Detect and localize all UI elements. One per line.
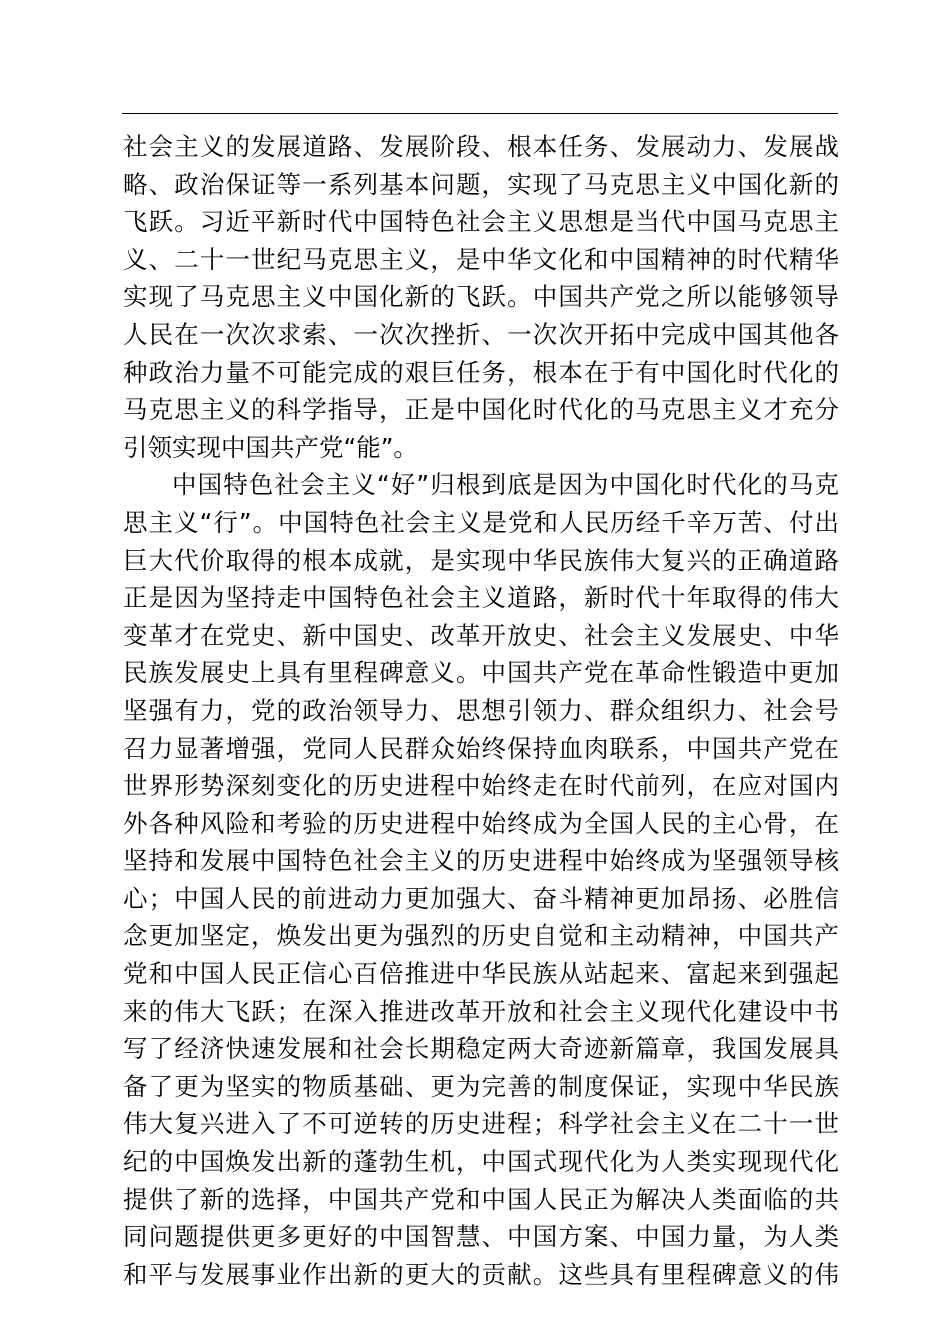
text-line: 社会主义的发展道路、发展阶段、根本任务、发展动力、发展战 [123,132,839,161]
text-line: 来的伟大飞跃；在深入推进改革开放和社会主义现代化建设中书 [123,996,839,1026]
text-line: 纪的中国焕发出新的蓬勃生机，中国式现代化为人类实现现代化 [123,1147,839,1177]
text-line: 义、二十一世纪马克思主义，是中华文化和中国精神的时代精华 [123,244,839,274]
text-line: 伟大复兴进入了不可逆转的历史进程；科学社会主义在二十一世 [123,1109,839,1139]
text-line: 和平与发展事业作出新的更大的贡献。这些具有里程碑意义的伟 [123,1259,839,1289]
paragraph-1 [123,128,839,466]
text-line: 提供了新的选择，中国共产党和中国人民正为解决人类面临的共 [123,1184,839,1214]
text-line: 同问题提供更多更好的中国智慧、中国方案、中国力量，为人类 [123,1222,839,1252]
text-line: 世界形势深刻变化的历史进程中始终走在时代前列，在应对国内 [123,771,839,801]
text-line: 党和中国人民正信心百倍推进中华民族从站起来、富起来到强起 [123,959,839,989]
header-rule [122,113,838,114]
text-line: 正是因为坚持走中国特色社会主义道路，新时代十年取得的伟大 [123,583,839,613]
text-line: 坚持和发展中国特色社会主义的历史进程中始终成为坚强领导核 [123,846,839,876]
text-line: 坚强有力，党的政治领导力、思想引领力、群众组织力、社会号 [123,695,839,725]
text-line: 召力显著增强，党同人民群众始终保持血肉联系，中国共产党在 [123,733,839,763]
text-line: 变革才在党史、新中国史、改革开放史、社会主义发展史、中华 [123,620,839,650]
text-line: 念更加坚定，焕发出更为强烈的历史自觉和主动精神，中国共产 [123,921,839,951]
text-line: 思主义“行”。中国特色社会主义是党和人民历经千辛万苦、付出 [123,507,839,537]
paragraph-2 [123,466,839,1293]
text-line: 备了更为坚实的物质基础、更为完善的制度保证，实现中华民族 [123,1071,839,1101]
text-line: 心；中国人民的前进动力更加强大、奋斗精神更加昂扬、必胜信 [123,883,839,913]
body-text [123,128,839,1293]
text-line: 民族发展史上具有里程碑意义。中国共产党在革命性锻造中更加 [123,658,839,688]
text-line: 实现了马克思主义中国化新的飞跃。中国共产党之所以能够领导 [123,282,839,312]
text-line: 飞跃。习近平新时代中国特色社会主义思想是当代中国马克思主 [123,207,839,237]
text-line: 人民在一次次求索、一次次挫折、一次次开拓中完成中国其他各 [123,319,839,349]
text-line: 外各种风险和考验的历史进程中始终成为全国人民的主心骨，在 [123,808,839,838]
text-line: 引领实现中国共产党“能”。 [123,432,418,462]
text-line: 巨大代价取得的根本成就，是实现中华民族伟大复兴的正确道路 [123,545,839,575]
text-line: 马克思主义的科学指导，正是中国化时代化的马克思主义才充分 [123,395,839,425]
text-line: 中国特色社会主义“好”归根到底是因为中国化时代化的马克 [172,470,839,500]
text-line: 写了经济快速发展和社会长期稳定两大奇迹新篇章，我国发展具 [123,1034,839,1064]
text-line: 略、政治保证等一系列基本问题，实现了马克思主义中国化新的 [123,169,839,199]
text-line: 种政治力量不可能完成的艰巨任务，根本在于有中国化时代化的 [123,357,839,387]
